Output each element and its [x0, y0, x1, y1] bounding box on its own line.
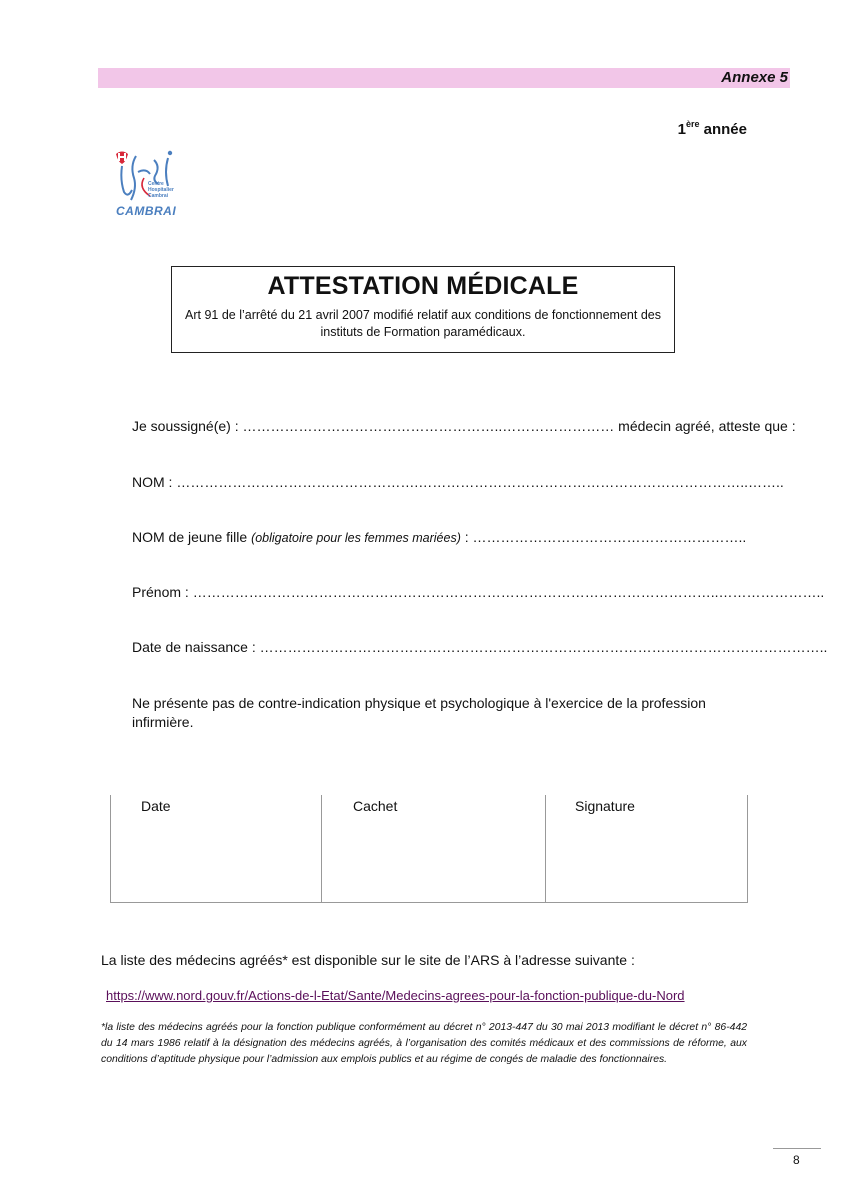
signature-table-divider	[545, 795, 546, 902]
jeune-fille-dots: …………………………………………………..	[472, 529, 747, 545]
field-soussigne: Je soussigné(e) : ………………………………………………..…………………… médecin agréé, atteste que :	[132, 418, 796, 434]
prenom-dots: …………………………………………………………………………………………………..…………………..	[192, 584, 825, 600]
date-header: Date	[141, 798, 171, 814]
nom-dots: …………………………………………….……………………………………………………………..……..	[176, 474, 784, 490]
naissance-dots: …………………………………………………………………………………………………………..	[259, 639, 828, 655]
document-title: ATTESTATION MÉDICALE	[267, 272, 579, 300]
ars-link[interactable]: https://www.nord.gouv.fr/Actions-de-l-Etat/Sante/Medecins-agrees-pour-la-fonction-publique-du-Nord	[106, 988, 685, 1003]
logo-city: CAMBRAI	[116, 204, 177, 218]
page-number: 8	[793, 1153, 800, 1167]
hospital-logo	[108, 148, 192, 224]
field-prenom: Prénom : …………………………………………………………………………………………………..…………………..	[132, 584, 825, 600]
annex-header-bar	[98, 68, 790, 88]
cachet-header: Cachet	[353, 798, 398, 814]
annex-label: Annexe 5	[721, 69, 788, 86]
soussigne-dots: ………………………………………………..……………………	[242, 418, 619, 434]
signature-table-divider	[321, 795, 322, 902]
field-date-naissance: Date de naissance : …………………………………………………………………………………………………………..	[132, 639, 828, 655]
document-subtitle: Art 91 de l’arrêté du 21 avril 2007 modifié relatif aux conditions de fonctionnement des instituts de Formation paramédicaux.	[185, 308, 661, 339]
page-number-rule	[773, 1148, 821, 1149]
field-nom: NOM : …………………………………………….……………………………………………………………..……..	[132, 474, 784, 490]
ifsi-logo-icon	[108, 148, 192, 208]
year-label: 1ère année	[677, 119, 747, 138]
signature-header: Signature	[575, 798, 635, 814]
logo-text: Centre Hospitalier Cambrai	[148, 181, 174, 199]
agreed-doctors-note: La liste des médecins agréés* est disponible sur le site de l’ARS à l’adresse suivante :	[101, 952, 635, 968]
title-box	[171, 266, 675, 353]
footnote: *la liste des médecins agréés pour la fonction publique conformément au décret n° 2013-447 du 30 mai 2013 modifiant le décret n° 86-442 du 14 mars 1986 relatif à la désignation des médecins agréés, à l’organisation des comités médicaux et des commissions de réforme, aux conditions d’aptitude physique pour l’admission aux emplois publics et au régime de congés de maladie des fonctionnaires.	[101, 1022, 747, 1065]
signature-table	[110, 795, 748, 903]
jeune-fille-hint: (obligatoire pour les femmes mariées)	[251, 531, 461, 545]
field-nom-jeune-fille: NOM de jeune fille (obligatoire pour les femmes mariées) : …………………………………………………..	[132, 529, 747, 545]
medical-statement: Ne présente pas de contre-indication physique et psychologique à l'exercice de la profession infirmière.	[132, 695, 706, 730]
